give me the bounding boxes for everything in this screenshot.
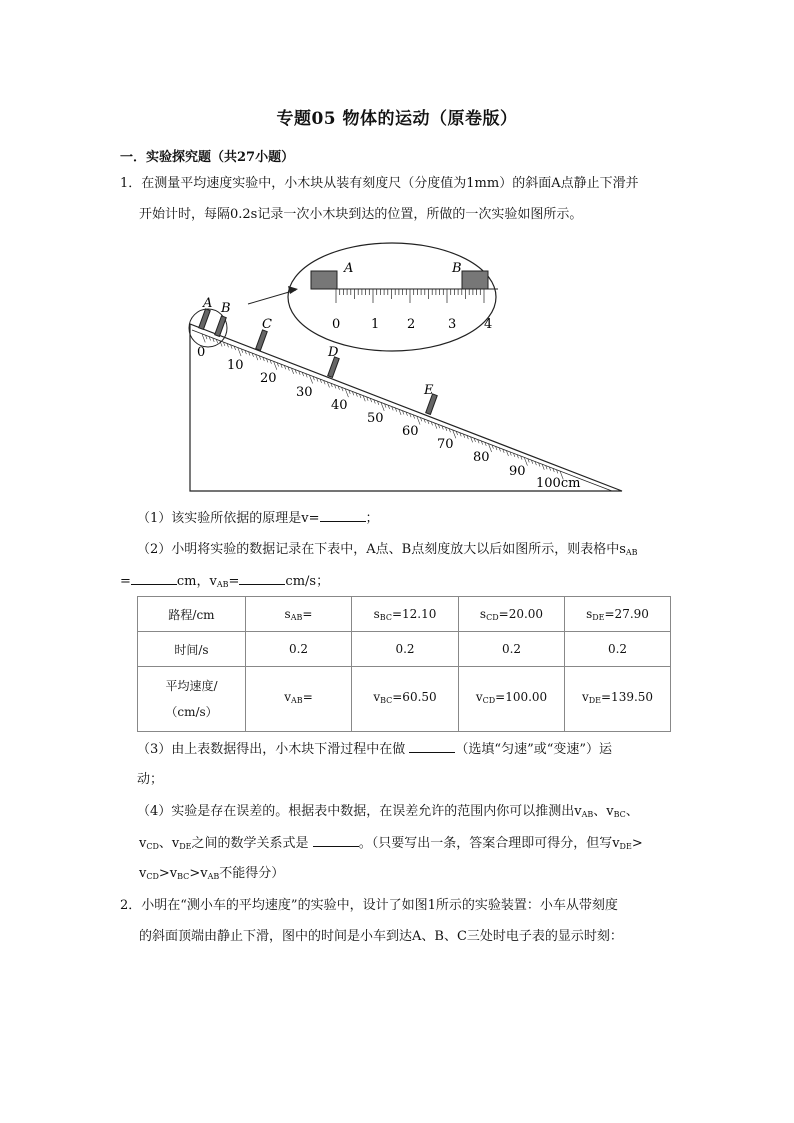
cell-val: =20.00 <box>498 606 544 621</box>
answer-blank-3[interactable] <box>239 572 285 585</box>
cell-sub: CD <box>482 696 496 705</box>
q1-sub3-line1 <box>137 740 612 759</box>
q1-sub1-end: ； <box>365 511 379 526</box>
q1-sub3-text-b: （选填“匀速”或“变速”）运 <box>455 742 613 757</box>
ramp-triangle <box>190 324 622 491</box>
zoom-tick-4: 4 <box>484 317 493 332</box>
q1-sub4-l3a: v <box>139 866 147 881</box>
q1-sub4-l3m3: 不能得分） <box>219 866 285 881</box>
cell-sub: DE <box>592 612 605 622</box>
table-cell[interactable] <box>246 667 352 732</box>
ramp-label-a: A <box>203 296 213 311</box>
zoom-label-a: A <box>344 261 354 276</box>
ramp-label-c: C <box>262 317 272 332</box>
ramp-label-e: E <box>424 383 434 398</box>
head-line1: 平均速度/ <box>165 679 218 693</box>
q1-sub4-l3s2: BC <box>177 872 190 881</box>
q1-sub2-sub2: AB <box>216 580 229 589</box>
cell-sub: BC <box>379 612 392 622</box>
q1-sub4-l2m1: 、v <box>158 836 180 851</box>
cell-val: =100.00 <box>495 690 548 704</box>
cell-val: =27.90 <box>604 606 649 621</box>
cell-text: v <box>284 690 292 704</box>
table-cell: 0.2 <box>352 632 459 667</box>
q1-sub4-l2s1: CD <box>146 842 159 851</box>
ramp-tick-20: 20 <box>260 371 277 386</box>
q1-sub2-line1 <box>137 541 638 562</box>
cell-text: s <box>479 606 487 621</box>
ramp-tick-50: 50 <box>367 411 384 426</box>
head-line2: （cm/s） <box>165 705 218 719</box>
table-cell <box>565 597 671 632</box>
q1-text-line1: 1．在测量平均速度实验中，小木块从装有刻度尺（分度值为1mm）的斜面A点静止下滑并 <box>120 176 639 191</box>
cell-sub: AB <box>290 612 303 622</box>
q1-sub4-s1: AB <box>581 810 594 819</box>
q1-sub2-unit1: cm，v <box>176 574 217 589</box>
ramp-label-b: B <box>221 301 231 316</box>
ramp-tick-40: 40 <box>331 398 348 413</box>
ramp-tick-10: 10 <box>227 358 244 373</box>
ramp-tick-60: 60 <box>402 424 419 439</box>
cell-val: =139.50 <box>601 690 654 704</box>
table-cell: 0.2 <box>246 632 352 667</box>
cell-sub: CD <box>486 612 499 622</box>
cell-val: =12.10 <box>391 606 437 621</box>
marker-c <box>256 330 268 351</box>
q1-sub4-s2: BC <box>613 810 626 819</box>
table-row <box>138 597 671 632</box>
zoom-tick-2: 2 <box>407 317 416 332</box>
q1-sub4-line3 <box>139 865 284 886</box>
q1-text-line2: 开始计时，每隔0.2s记录一次小木块到达的位置，所做的一次实验如图所示。 <box>139 207 583 222</box>
cell-text: s <box>586 606 593 621</box>
zoom-tick-3: 3 <box>448 317 457 332</box>
table-head: 时间/s <box>138 632 246 667</box>
cell-sub: AB <box>291 696 303 705</box>
ramp-ruler-ticks <box>202 334 563 479</box>
block-b <box>462 271 488 289</box>
ruler-edge <box>192 330 612 491</box>
block-a <box>311 271 337 289</box>
ramp-tick-90: 90 <box>509 464 526 479</box>
q1-sub4-t1: （4）实验是存在误差的。根据表中数据，在误差允许的范围内你可以推测出v <box>137 804 582 819</box>
q1-sub2-line2 <box>120 572 329 594</box>
cell-text: s <box>373 606 380 621</box>
q1-sub2-text: （2）小明将实验的数据记录在下表中，A点、B点刻度放大以后如图所示，则表格中s <box>137 542 626 557</box>
q1-sub4-l2a: v <box>139 836 147 851</box>
cell-sub: DE <box>588 696 601 705</box>
q1-sub4-m1: 、v <box>593 804 614 819</box>
q1-sub2-subscript: AB <box>625 548 638 557</box>
ramp-tick-100: 100cm <box>536 476 581 491</box>
zoom-ruler-ticks <box>336 289 484 303</box>
answer-blank-1[interactable] <box>320 509 366 522</box>
table-cell[interactable] <box>246 597 352 632</box>
q1-sub4-l2s3: DE <box>619 842 632 851</box>
q1-sub4-l2m3: 。（只要写出一条，答案合理即可得分，但写v <box>358 836 620 851</box>
q1-sub3-text-a: （3）由上表数据得出，小木块下滑过程中在做 <box>137 742 406 757</box>
cell-val: = <box>302 606 313 621</box>
zoom-tick-1: 1 <box>371 317 380 332</box>
data-table <box>137 596 671 732</box>
cell-text: v <box>581 690 589 704</box>
q1-sub4-line1 <box>137 803 639 824</box>
ramp-tick-30: 30 <box>296 385 313 400</box>
answer-blank-5[interactable] <box>313 834 359 847</box>
q1-sub4-l3s3: AB <box>207 872 220 881</box>
q1-sub2-eq2: = <box>228 574 240 589</box>
table-cell <box>352 667 459 732</box>
section-heading: 一．实验探究题（共27小题） <box>120 150 295 165</box>
table-row <box>138 667 671 732</box>
q1-sub4-l2m4: > <box>631 836 643 851</box>
cell-text: s <box>284 606 291 621</box>
table-cell: 0.2 <box>459 632 565 667</box>
ramp-tick-0: 0 <box>197 345 206 360</box>
q1-sub2-eq1: = <box>120 574 131 589</box>
marker-a <box>199 309 211 330</box>
ramp-tick-70: 70 <box>437 437 454 452</box>
ramp-tick-80: 80 <box>473 450 490 465</box>
answer-blank-2[interactable] <box>131 572 177 585</box>
cell-val: =60.50 <box>392 690 437 704</box>
q2-text-line2: 的斜面顶端由静止下滑，图中的时间是小车到达A、B、C三处时电子表的显示时刻： <box>139 929 623 944</box>
table-cell: 0.2 <box>565 632 671 667</box>
table-head <box>138 667 246 732</box>
q1-sub1 <box>137 509 379 528</box>
page-title: 专题05 物体的运动（原卷版） <box>276 109 518 129</box>
q1-sub4-m2: 、 <box>625 804 639 819</box>
zoom-label-b: B <box>452 261 462 276</box>
answer-blank-4[interactable] <box>409 740 455 753</box>
zoom-ellipse <box>288 243 496 351</box>
table-cell <box>459 597 565 632</box>
q1-sub4-l2m2: 之间的数学关系式是 <box>191 836 309 851</box>
marker-b <box>215 316 227 337</box>
cell-sub: BC <box>380 696 393 705</box>
q1-sub2-unit2: cm/s； <box>285 574 330 589</box>
q1-sub4-l3m2: >v <box>189 866 208 881</box>
q2-text-line1: 2．小明在“测小车的平均速度”的实验中，设计了如图1所示的实验装置：小车从带刻度 <box>120 898 618 913</box>
q1-sub4-line2 <box>139 834 643 856</box>
q1-sub3-line2: 动； <box>137 772 164 787</box>
ramp-label-d: D <box>328 345 339 360</box>
table-cell <box>565 667 671 732</box>
cell-val: = <box>302 690 313 704</box>
q1-sub4-l3s1: CD <box>146 872 159 881</box>
zoom-tick-0: 0 <box>332 317 341 332</box>
cell-text: v <box>373 690 381 704</box>
table-row <box>138 632 671 667</box>
q1-sub4-l3m1: >v <box>158 866 178 881</box>
table-head: 路程/cm <box>138 597 246 632</box>
table-cell <box>459 667 565 732</box>
ramp-figure <box>180 242 630 494</box>
table-cell <box>352 597 459 632</box>
cell-text: v <box>475 690 483 704</box>
q1-sub4-l2s2: DE <box>179 842 192 851</box>
q1-sub1-text: （1）该实验所依据的原理是v= <box>137 511 320 526</box>
